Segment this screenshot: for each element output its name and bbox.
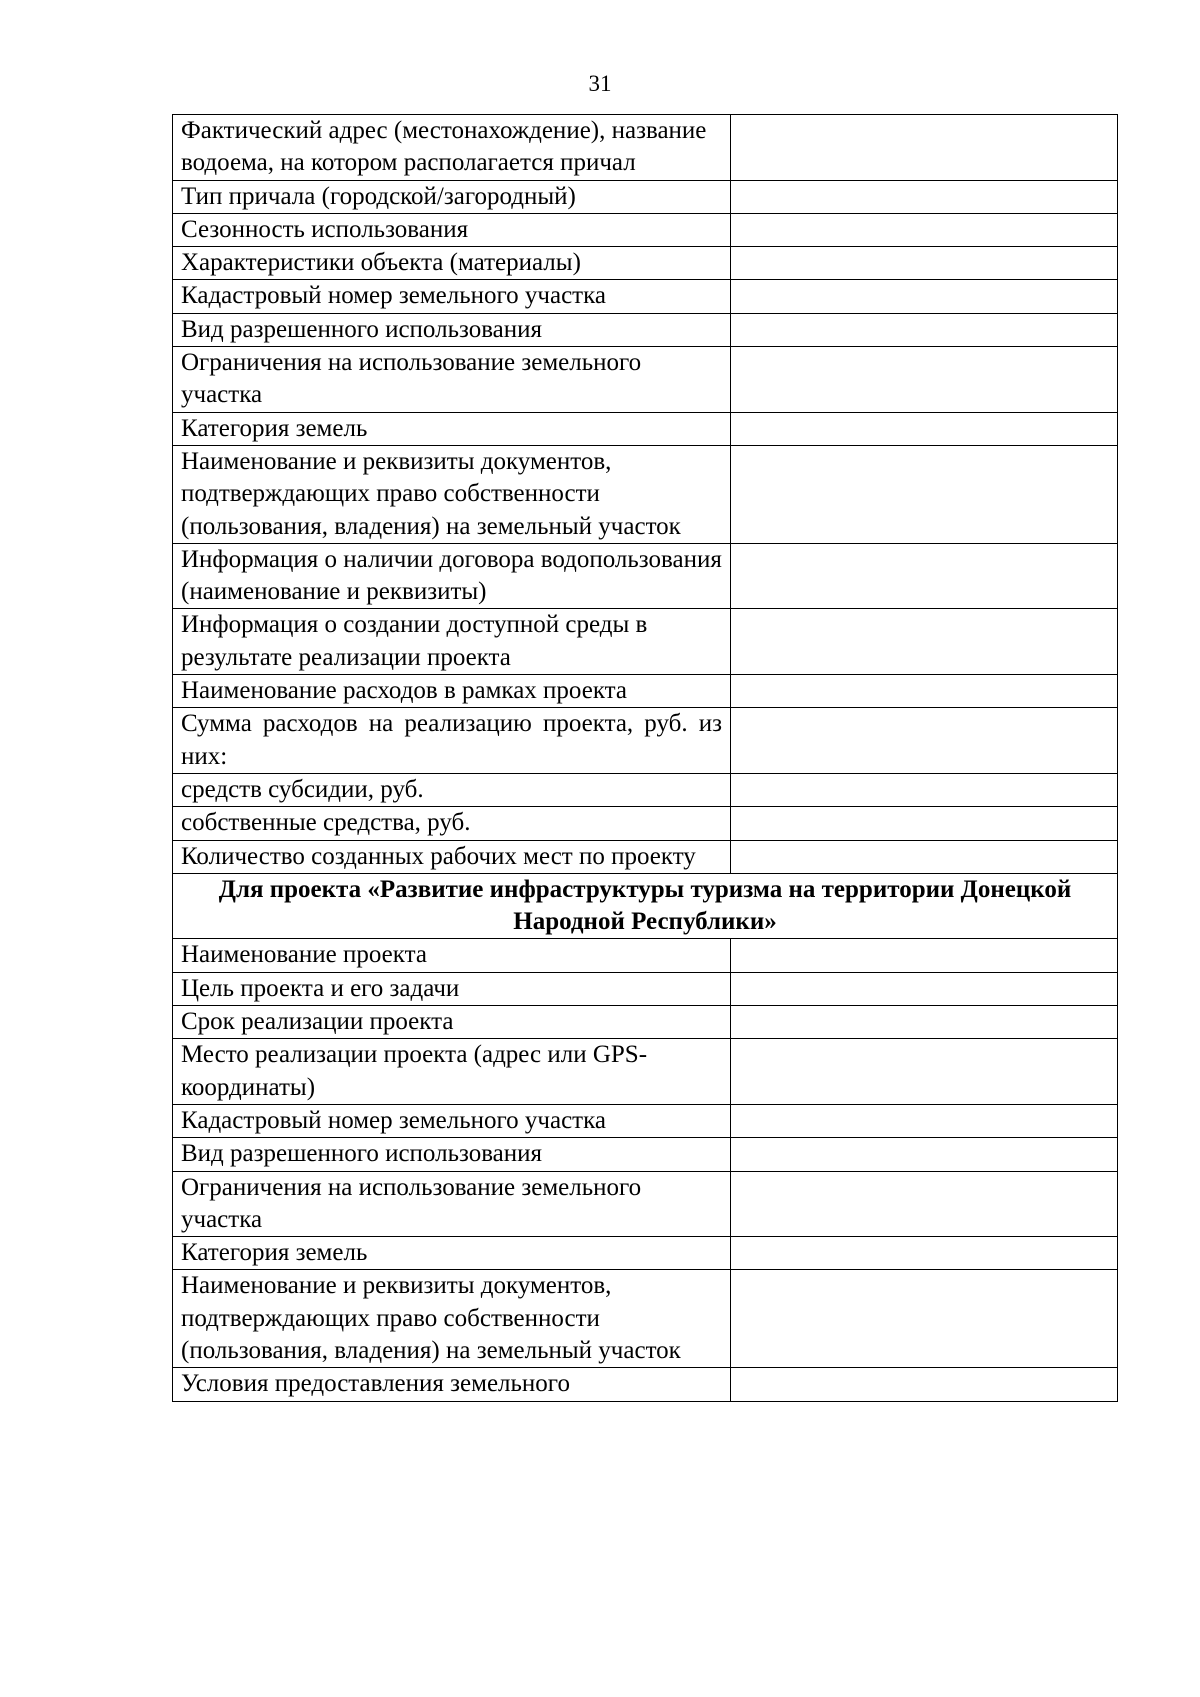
row-label: Ограничения на использование земельного участка <box>173 347 731 413</box>
table-row <box>173 675 1118 708</box>
row-label: Информация о наличии договора водопользования (наименование и реквизиты) <box>173 543 731 609</box>
row-label: Вид разрешенного использования <box>173 1138 731 1171</box>
row-label: Характеристики объекта (материалы) <box>173 247 731 280</box>
table-row <box>173 1138 1118 1171</box>
table-row <box>173 213 1118 246</box>
table-row <box>173 313 1118 346</box>
row-value-cell[interactable] <box>731 609 1118 675</box>
row-label: Количество созданных рабочих мест по проекту <box>173 840 731 873</box>
row-label: Информация о создании доступной среды в результате реализации проекта <box>173 609 731 675</box>
table-row <box>173 708 1118 774</box>
section-header-row <box>173 873 1118 939</box>
row-label: Категория земель <box>173 1237 731 1270</box>
table-row <box>173 180 1118 213</box>
table-row <box>173 807 1118 840</box>
table-row <box>173 445 1118 543</box>
row-value-cell[interactable] <box>731 1104 1118 1137</box>
table-row <box>173 609 1118 675</box>
row-value-cell[interactable] <box>731 840 1118 873</box>
table-row <box>173 1104 1118 1137</box>
row-value-cell[interactable] <box>731 1171 1118 1237</box>
row-value-cell[interactable] <box>731 1138 1118 1171</box>
row-value-cell[interactable] <box>731 213 1118 246</box>
row-value-cell[interactable] <box>731 939 1118 972</box>
row-label: Фактический адрес (местонахождение), название водоема, на котором располагается причал <box>173 115 731 181</box>
row-value-cell[interactable] <box>731 280 1118 313</box>
row-label: Цель проекта и его задачи <box>173 972 731 1005</box>
row-value-cell[interactable] <box>731 115 1118 181</box>
row-value-cell[interactable] <box>731 247 1118 280</box>
table-row <box>173 1039 1118 1105</box>
project-info-table <box>172 114 1118 1402</box>
table-row <box>173 939 1118 972</box>
row-value-cell[interactable] <box>731 1368 1118 1401</box>
row-value-cell[interactable] <box>731 972 1118 1005</box>
table-row <box>173 840 1118 873</box>
row-value-cell[interactable] <box>731 313 1118 346</box>
row-label: Кадастровый номер земельного участка <box>173 280 731 313</box>
row-label: Тип причала (городской/загородный) <box>173 180 731 213</box>
row-label: Категория земель <box>173 412 731 445</box>
row-label: Условия предоставления земельного <box>173 1368 731 1401</box>
table-row <box>173 280 1118 313</box>
row-label: Сумма расходов на реализацию проекта, руб. из них: <box>173 708 731 774</box>
row-label: Вид разрешенного использования <box>173 313 731 346</box>
row-value-cell[interactable] <box>731 1237 1118 1270</box>
table-row <box>173 1171 1118 1237</box>
row-label: Наименование и реквизиты документов, подтверждающих право собственности (пользования, владения) на земельный участок <box>173 1270 731 1368</box>
section-header: Для проекта «Развитие инфраструктуры туризма на территории Донецкой Народной Республики» <box>173 873 1118 939</box>
row-label: Место реализации проекта (адрес или GPS-координаты) <box>173 1039 731 1105</box>
table-row <box>173 773 1118 806</box>
row-value-cell[interactable] <box>731 543 1118 609</box>
row-value-cell[interactable] <box>731 807 1118 840</box>
row-label: Кадастровый номер земельного участка <box>173 1104 731 1137</box>
row-label: Срок реализации проекта <box>173 1006 731 1039</box>
row-value-cell[interactable] <box>731 1039 1118 1105</box>
row-value-cell[interactable] <box>731 773 1118 806</box>
table-row <box>173 1270 1118 1368</box>
row-value-cell[interactable] <box>731 1006 1118 1039</box>
row-label: Наименование расходов в рамках проекта <box>173 675 731 708</box>
table-row <box>173 972 1118 1005</box>
table-row <box>173 1237 1118 1270</box>
table-row <box>173 1368 1118 1401</box>
row-value-cell[interactable] <box>731 347 1118 413</box>
page-number: 31 <box>588 71 612 96</box>
row-value-cell[interactable] <box>731 445 1118 543</box>
table-row <box>173 247 1118 280</box>
row-label: Наименование проекта <box>173 939 731 972</box>
row-value-cell[interactable] <box>731 412 1118 445</box>
row-value-cell[interactable] <box>731 180 1118 213</box>
table-row <box>173 1006 1118 1039</box>
row-value-cell[interactable] <box>731 708 1118 774</box>
table-row <box>173 115 1118 181</box>
row-value-cell[interactable] <box>731 1270 1118 1368</box>
table-row <box>173 543 1118 609</box>
row-label: Ограничения на использование земельного участка <box>173 1171 731 1237</box>
row-value-cell[interactable] <box>731 675 1118 708</box>
table-row <box>173 347 1118 413</box>
row-label: собственные средства, руб. <box>173 807 731 840</box>
row-label: средств субсидии, руб. <box>173 773 731 806</box>
table-row <box>173 412 1118 445</box>
row-label: Сезонность использования <box>173 213 731 246</box>
row-label: Наименование и реквизиты документов, подтверждающих право собственности (пользования, владения) на земельный участок <box>173 445 731 543</box>
